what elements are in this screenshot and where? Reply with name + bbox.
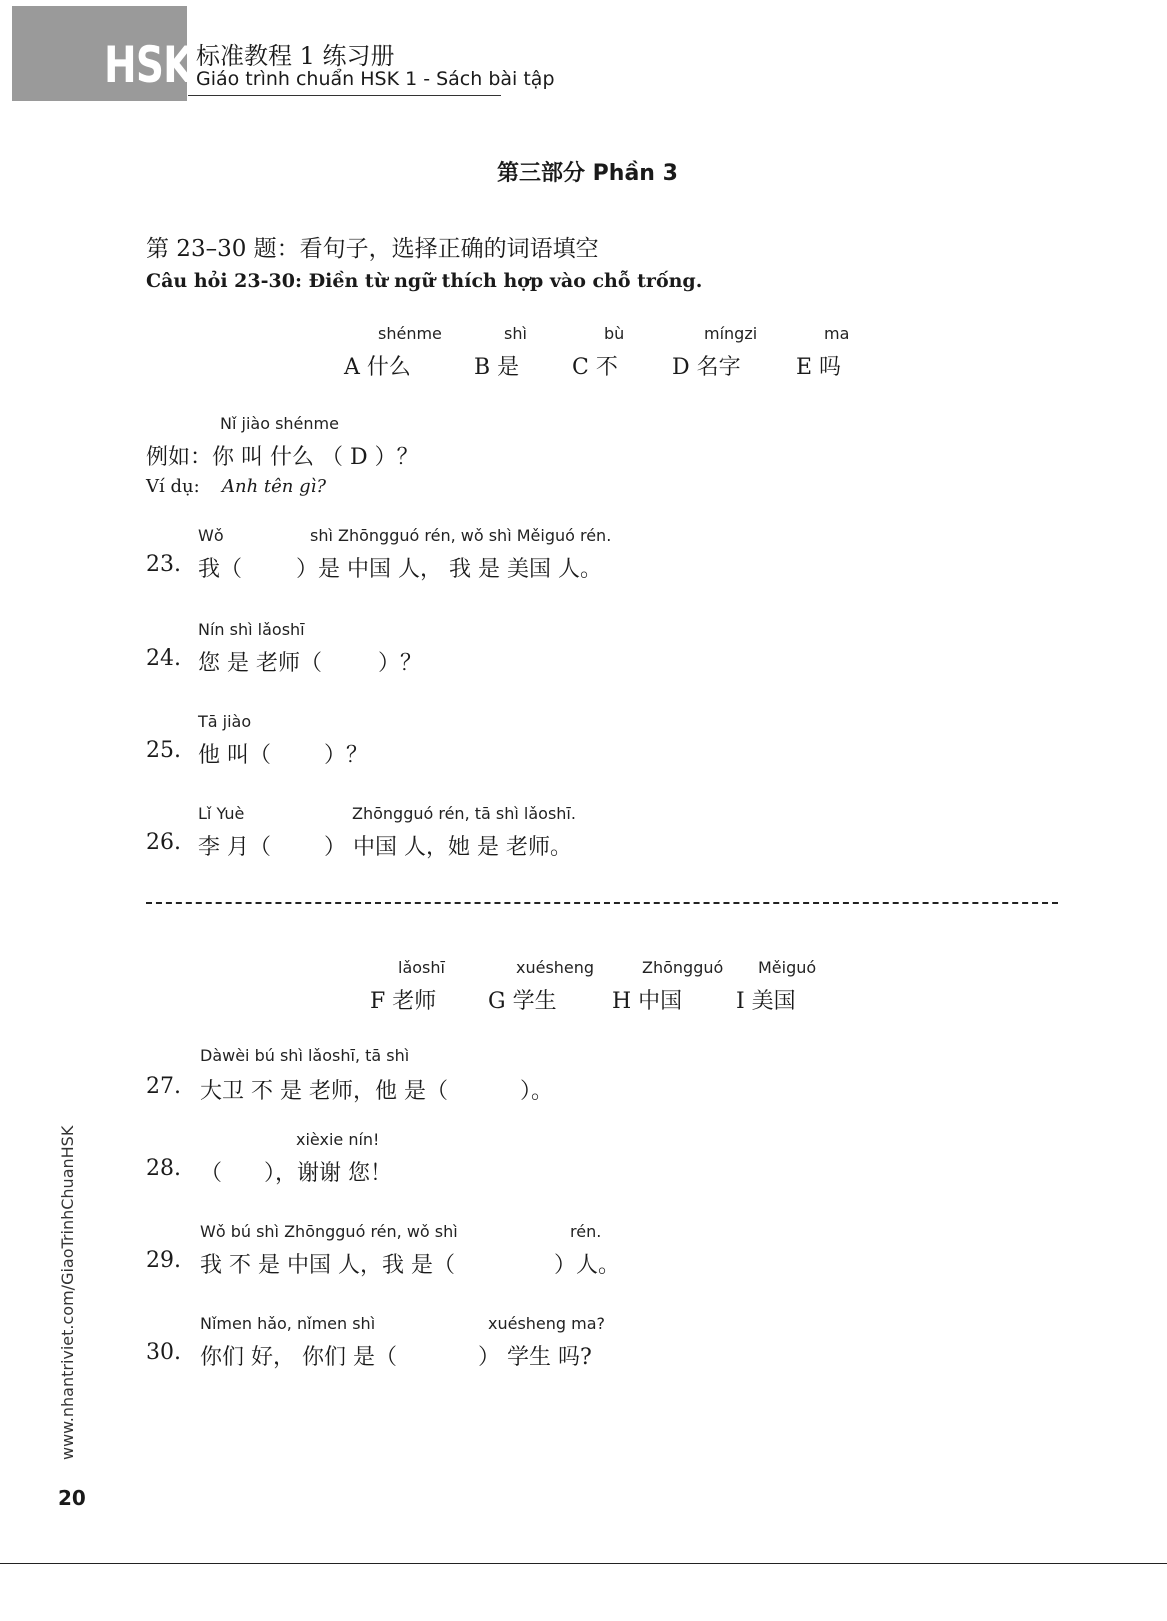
question-pinyin: Nǐmen hǎo, nǐmen shì [200,1314,376,1333]
question-text: ），谢谢 您！ [264,1161,392,1186]
question-pinyin: xuésheng ma? [488,1314,606,1333]
option-a: A 什么 [344,355,411,380]
option-f: F 老师 [370,989,437,1014]
question-number: 26. [146,830,181,855]
option-c: C 不 [572,355,618,380]
header-title-vi: Giáo trình chuẩn HSK 1 - Sách bài tập [196,68,555,90]
question-text: ）？ [324,743,369,768]
question-pinyin: shì Zhōngguó rén, wǒ shì Měiguó rén. [310,526,612,545]
question-pinyin: Wǒ [198,526,224,545]
question-text: 李 月（ [198,835,271,860]
header-rule [188,95,501,96]
section-title: 第三部分 Phần 3 [497,161,678,186]
question-number: 23. [146,552,181,577]
question-text: ）？ [378,651,423,676]
header-title-zh: 标准教程 1 练习册 [196,42,395,70]
question-pinyin: Zhōngguó rén, tā shì lǎoshī. [352,804,576,823]
question-text: 你们 好， 你们 是（ [200,1345,397,1370]
option-pinyin: Měiguó [758,958,817,977]
question-pinyin: rén. [570,1222,602,1241]
option-i: I 美国 [736,989,796,1014]
question-pinyin: Lǐ Yuè [198,804,245,823]
question-number: 24. [146,646,181,671]
question-text: ）人。 [554,1253,621,1278]
question-text: ）。 [520,1079,554,1104]
bottom-rule [0,1563,1167,1564]
header-logo-block [12,6,193,101]
question-text: （ [200,1161,223,1186]
question-pinyin: Nín shì lǎoshī [198,620,305,639]
question-number: 27. [146,1074,181,1099]
instruction-vi: Câu hỏi 23-30: Điền từ ngữ thích hợp vào chỗ trống. [146,270,703,292]
example-sentence: 例如：你 叫 什么 （ D ）？ [146,445,419,470]
example-vi-label: Ví dụ: [146,476,200,497]
example-vi-text: Anh tên gì? [222,476,327,497]
dashed-divider [146,902,1058,904]
option-pinyin: míngzi [704,324,758,343]
question-text: 我 不 是 中国 人，我 是（ [200,1253,455,1278]
hsk-logo: HSK [104,36,193,94]
option-h: H 中国 [612,989,683,1014]
option-e: E 吗 [796,355,842,380]
question-text: ） 中国 人，她 是 老师。 [324,835,572,860]
question-text: ）是 中国 人， 我 是 美国 人。 [296,557,602,582]
option-d: D 名字 [672,355,741,380]
question-number: 25. [146,738,181,763]
instruction-zh: 第 23–30 题：看句子，选择正确的词语填空 [146,236,599,262]
question-text: 您 是 老师（ [198,651,322,676]
option-b: B 是 [474,355,520,380]
option-pinyin: xuésheng [516,958,595,977]
question-text: 他 叫（ [198,743,271,768]
option-pinyin: lǎoshī [398,958,445,977]
question-number: 28. [146,1156,181,1181]
option-g: G 学生 [488,989,557,1014]
option-pinyin: Zhōngguó [642,958,724,977]
question-pinyin: xièxie nín! [296,1130,380,1149]
side-url: www.nhantriviet.com/GiaoTrinhChuanHSK [58,1125,77,1460]
example-pinyin: Nǐ jiào shénme [220,414,339,433]
question-number: 30. [146,1340,181,1365]
question-number: 29. [146,1248,181,1273]
option-pinyin: bù [604,324,625,343]
question-pinyin: Dàwèi bú shì lǎoshī, tā shì [200,1046,410,1065]
question-pinyin: Tā jiào [198,712,252,731]
option-pinyin: shénme [378,324,442,343]
page-number: 20 [58,1486,86,1510]
question-text: 我（ [198,557,243,582]
question-text: 大卫 不 是 老师，他 是（ [200,1079,448,1104]
option-pinyin: shì [504,324,527,343]
question-text: ） 学生 吗? [478,1345,592,1370]
question-pinyin: Wǒ bú shì Zhōngguó rén, wǒ shì [200,1222,458,1241]
option-pinyin: ma [824,324,850,343]
